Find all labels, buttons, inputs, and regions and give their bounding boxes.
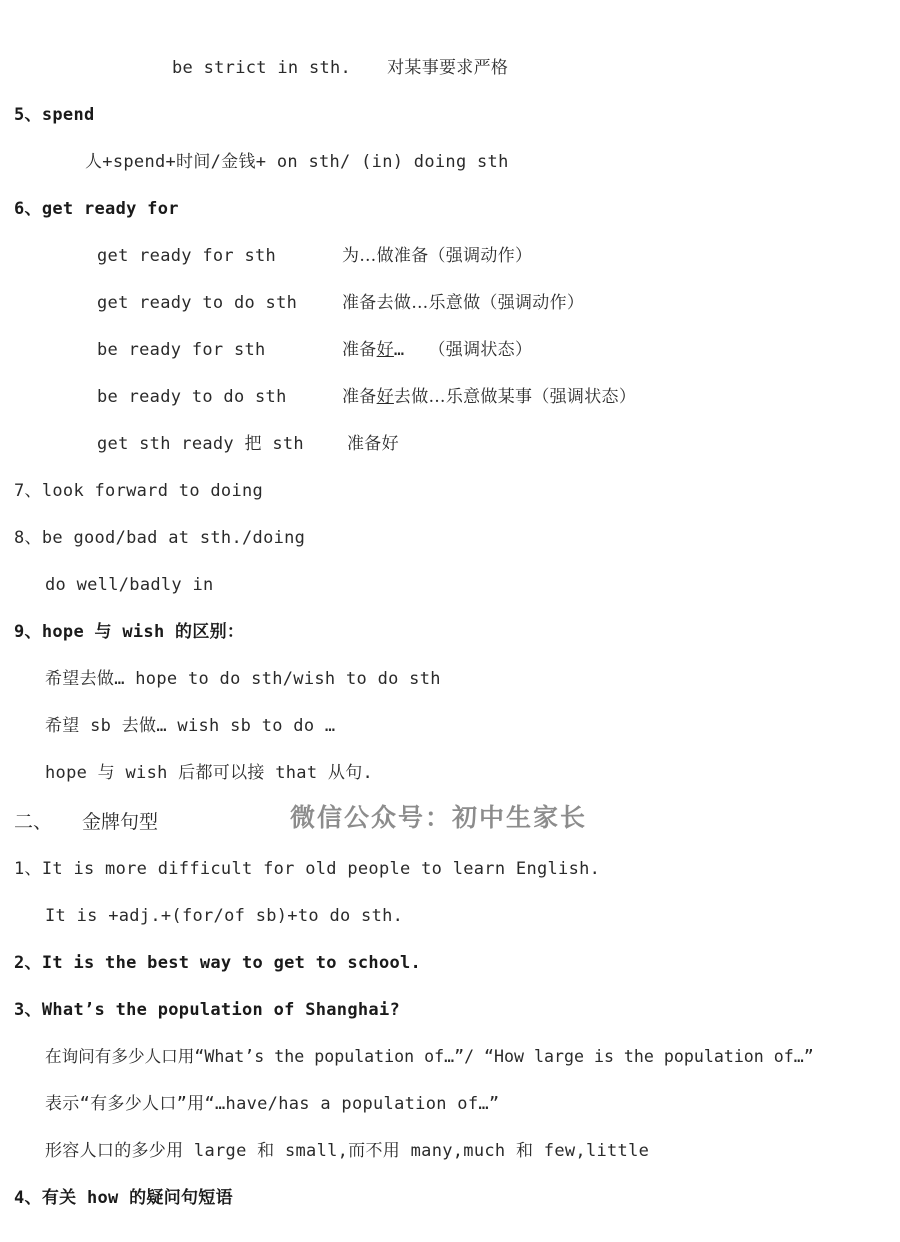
get-ready-row-2 xyxy=(97,291,584,315)
phrase-zh-underlined: 好 xyxy=(376,340,394,360)
phrase-zh-c: （强调状态） xyxy=(428,340,533,360)
phrase-zh: 为…做准备（强调动作） xyxy=(342,246,533,266)
spend-rule: 人+spend+时间/金钱+ on sth/ (in) doing sth xyxy=(85,152,509,172)
phrase-en: be ready to do sth xyxy=(97,387,287,407)
section-two-heading xyxy=(14,810,158,834)
sentence-1-pattern: It is +adj.+(for/of sb)+to do sth. xyxy=(45,906,404,926)
get-ready-row-1 xyxy=(97,244,532,268)
sentence-3-note-c: 形容人口的多少用 large 和 small,而不用 many,much 和 few,little xyxy=(45,1141,650,1161)
sentence-1: 1、It is more difficult for old people to learn English. xyxy=(14,859,601,879)
section-number: 二、 xyxy=(14,811,53,833)
phrase-zh-b: … xyxy=(393,340,405,360)
do-well-line: do well/badly in xyxy=(45,575,214,595)
sentence-2: 2、It is the best way to get to school. xyxy=(14,953,422,973)
heading-get-ready: 6、get ready for xyxy=(14,199,179,219)
hope-line-3: hope 与 wish 后都可以接 that 从句. xyxy=(45,763,374,783)
phrase-zh-a: 准备 xyxy=(342,340,377,360)
sentence-3-note-b: 表示“有多少人口”用“…have/has a population of…” xyxy=(45,1094,500,1114)
phrase-zh-underlined: 好 xyxy=(376,387,394,407)
phrase-zh: 对某事要求严格 xyxy=(387,58,509,78)
section-title: 金牌句型 xyxy=(82,811,159,833)
get-ready-row-3 xyxy=(97,338,532,362)
phrase-en: get ready for sth xyxy=(97,246,277,266)
phrase-zh: 准备好 xyxy=(347,434,399,454)
sentence-4: 4、有关 how 的疑问句短语 xyxy=(14,1188,233,1208)
phrase-en: be strict in sth. xyxy=(172,58,352,78)
phrase-en: get ready to do sth xyxy=(97,293,298,313)
watermark-text: 微信公众号：初中生家长 xyxy=(290,803,588,832)
get-ready-row-4 xyxy=(97,385,636,409)
sentence-3: 3、What’s the population of Shanghai? xyxy=(14,1000,401,1020)
phrase-zh: 准备去做…乐意做（强调动作） xyxy=(342,293,585,313)
heading-look-forward: 7、look forward to doing xyxy=(14,481,264,501)
phrase-zh-b: 去做…乐意做某事（强调状态） xyxy=(393,387,637,407)
sentence-3-note-a: 在询问有多少人口用“What’s the population of…”/ “How large is the population of…” xyxy=(45,1047,814,1066)
hope-line-1: 希望去做… hope to do sth/wish to do sth xyxy=(45,669,441,689)
hope-line-2: 希望 sb 去做… wish sb to do … xyxy=(45,716,336,736)
line-be-strict xyxy=(172,56,508,80)
phrase-en: be ready for sth xyxy=(97,340,266,360)
phrase-en: get sth ready 把 sth xyxy=(97,434,304,454)
get-ready-row-5 xyxy=(97,432,399,456)
heading-spend: 5、spend xyxy=(14,105,95,125)
heading-hope-wish: 9、hope 与 wish 的区别： xyxy=(14,622,245,642)
phrase-zh-a: 准备 xyxy=(342,387,377,407)
heading-be-good: 8、be good/bad at sth./doing xyxy=(14,528,306,548)
